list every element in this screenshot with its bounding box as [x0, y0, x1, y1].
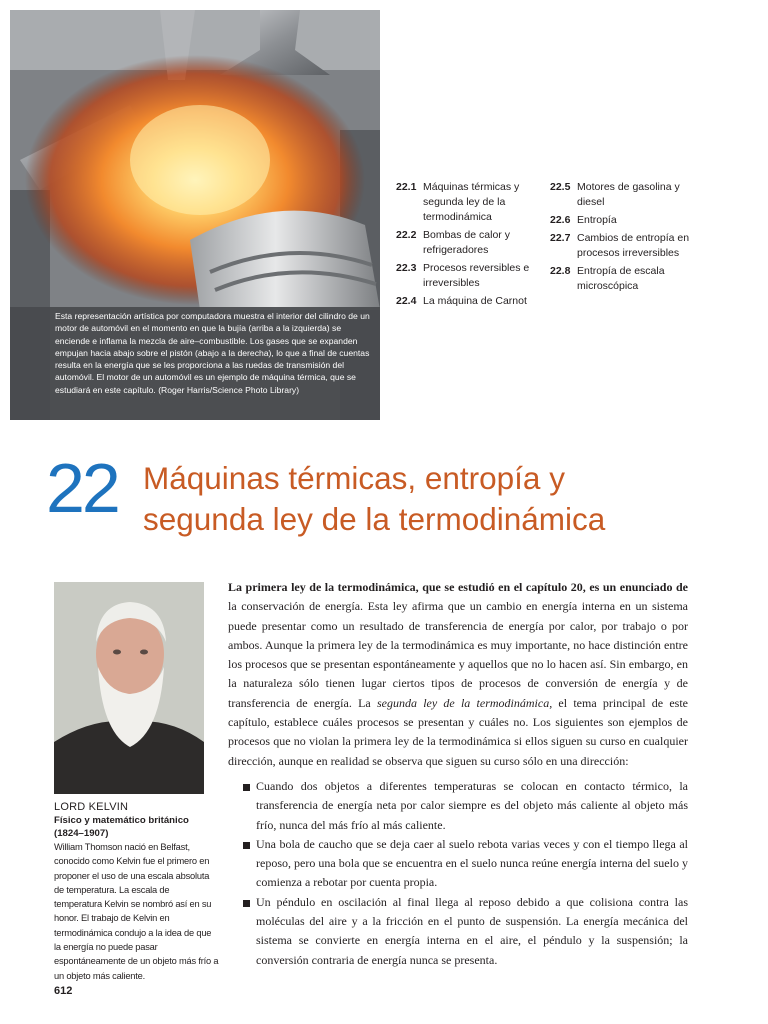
toc-column-right [550, 180, 695, 297]
chapter-title-line-1: Máquinas térmicas, entropía y [143, 460, 565, 496]
toc-title: La máquina de Carnot [423, 295, 527, 307]
toc-entry[interactable] [396, 228, 541, 258]
portrait-illustration [54, 582, 204, 794]
toc-title: Procesos reversibles e irreversibles [423, 262, 530, 289]
toc-number: 22.7 [550, 232, 571, 244]
toc-title: Entropía de escala microscópica [577, 265, 665, 292]
list-item [228, 893, 688, 970]
flame-core [130, 105, 270, 215]
examples-list [228, 777, 688, 970]
toc-number: 22.6 [550, 214, 571, 226]
chapter-title [143, 458, 605, 540]
toc-title: Cambios de entropía en procesos irreversibles [577, 232, 690, 259]
list-item [228, 835, 688, 893]
toc-entry[interactable] [550, 180, 695, 210]
toc-number: 22.4 [396, 295, 417, 307]
toc-title: Bombas de calor y refrigeradores [423, 229, 510, 256]
toc-entry[interactable] [550, 213, 695, 228]
bullet-square-icon [243, 842, 250, 849]
toc-title: Máquinas térmicas y segunda ley de la termodinámica [423, 181, 520, 223]
intro-lead: La primera ley de la termodinámica, que se estudió en el capítulo 20, es un enunciado de [228, 580, 688, 594]
toc-number: 22.3 [396, 262, 417, 274]
toc-entry[interactable] [396, 261, 541, 291]
portrait-eye [113, 650, 121, 655]
chapter-title-line-2: segunda ley de la termodinámica [143, 501, 606, 537]
engine-cylinder-figure [10, 10, 380, 420]
toc-entry[interactable] [550, 231, 695, 261]
chapter-number: 22 [46, 449, 118, 527]
page-number: 612 [54, 985, 73, 997]
biography-role: Físico y matemático británico [54, 815, 189, 826]
intro-text-2: el tema principal de este capítulo, establece cuáles procesos se presentan y cuáles no. Los siguientes son ejemplos de procesos que no violan la primera ley de la termodinámica si ellos siguen su curso en cualquier dirección, aunque en realidad se observa que siguen su curso sólo en una dirección: [228, 695, 688, 768]
body-text [228, 578, 688, 970]
toc-number: 22.5 [550, 181, 571, 193]
toc-title: Entropía [577, 214, 617, 226]
biography-description: William Thomson nació en Belfast, conocido como Kelvin fue el primero en proponer el uso de una escala absoluta de temperatura. La escala de temperatura Kelvin se nombró así en su honor. El trabajo de Kelvin en termodinámica condujo a la idea de que la energía no puede pasar espontáneamente de un objeto más frío a un objeto más caliente. [54, 842, 219, 981]
biography-years: (1824–1907) [54, 828, 109, 839]
intro-italic-term: segunda ley de la termodinámica, [376, 695, 553, 710]
toc-entry[interactable] [550, 264, 695, 294]
list-item-text: Una bola de caucho que se deja caer al suelo rebota varias veces y con el tiempo llega al reposo, pero una bola que se encuentra en el suelo nunca reúne energía interna del suelo y comienza a rebotar por cuenta propia. [256, 836, 688, 890]
toc-title: Motores de gasolina y diesel [577, 181, 680, 208]
toc-number: 22.2 [396, 229, 417, 241]
biography-name: LORD KELVIN [54, 801, 129, 813]
list-item-text: Un péndulo en oscilación al final llega al reposo debido a que colisiona contra las moléculas del aire y a la fricción en el punto de suspensión. La energía mecánica del sistema se convierte en energía interna en el aire, el péndulo y la suspensión; la conversión contraria de energía nunca se presenta. [256, 894, 688, 967]
toc-column-left [396, 180, 541, 312]
portrait-eye [140, 650, 148, 655]
biography-sidebar [54, 800, 219, 983]
figure-caption: Esta representación artística por computadora muestra el interior del cilindro de un motor de automóvil en el momento en que la bujía (arriba a la izquierda) se enciende e inflama la mezcla de aire–combustible. Los gases que se expanden empujan hacia abajo sobre el pistón (abajo a la derecha), lo que a final de cuentas resulta en la energía que se les proporciona a las ruedas de transmisión del automóvil. El motor de un automóvil es un ejemplo de máquina térmica, que se estudiará en este capítulo. (Roger Harris/Science Photo Library) [10, 307, 380, 420]
bullet-square-icon [243, 900, 250, 907]
intro-text-1: la conservación de energía. Esta ley afirma que un cambio en energía interna en un sistema puede presentar como un resultado de transferencia de energía por calor, por trabajo o por ambos. Aunque la primera ley de la termodinámica es muy importante, no hace distinción entre los procesos que se presentan espontáneamente y aquellos que no lo hacen así. Sin embargo, en la naturaleza sólo tienen lugar ciertos tipos de procesos de conversión de energía y de transferencia de energía. La [228, 599, 688, 710]
toc-entry[interactable] [396, 180, 541, 225]
lord-kelvin-portrait [54, 582, 204, 794]
intro-paragraph [228, 578, 688, 771]
list-item-text: Cuando dos objetos a diferentes temperaturas se colocan en contacto térmico, la transferencia de energía neta por calor siempre es del objeto más caliente al objeto más frío, nunca del más frío al más caliente. [256, 778, 688, 832]
toc-entry[interactable] [396, 294, 541, 309]
toc-number: 22.1 [396, 181, 417, 193]
list-item [228, 777, 688, 835]
bullet-square-icon [243, 784, 250, 791]
toc-number: 22.8 [550, 265, 571, 277]
